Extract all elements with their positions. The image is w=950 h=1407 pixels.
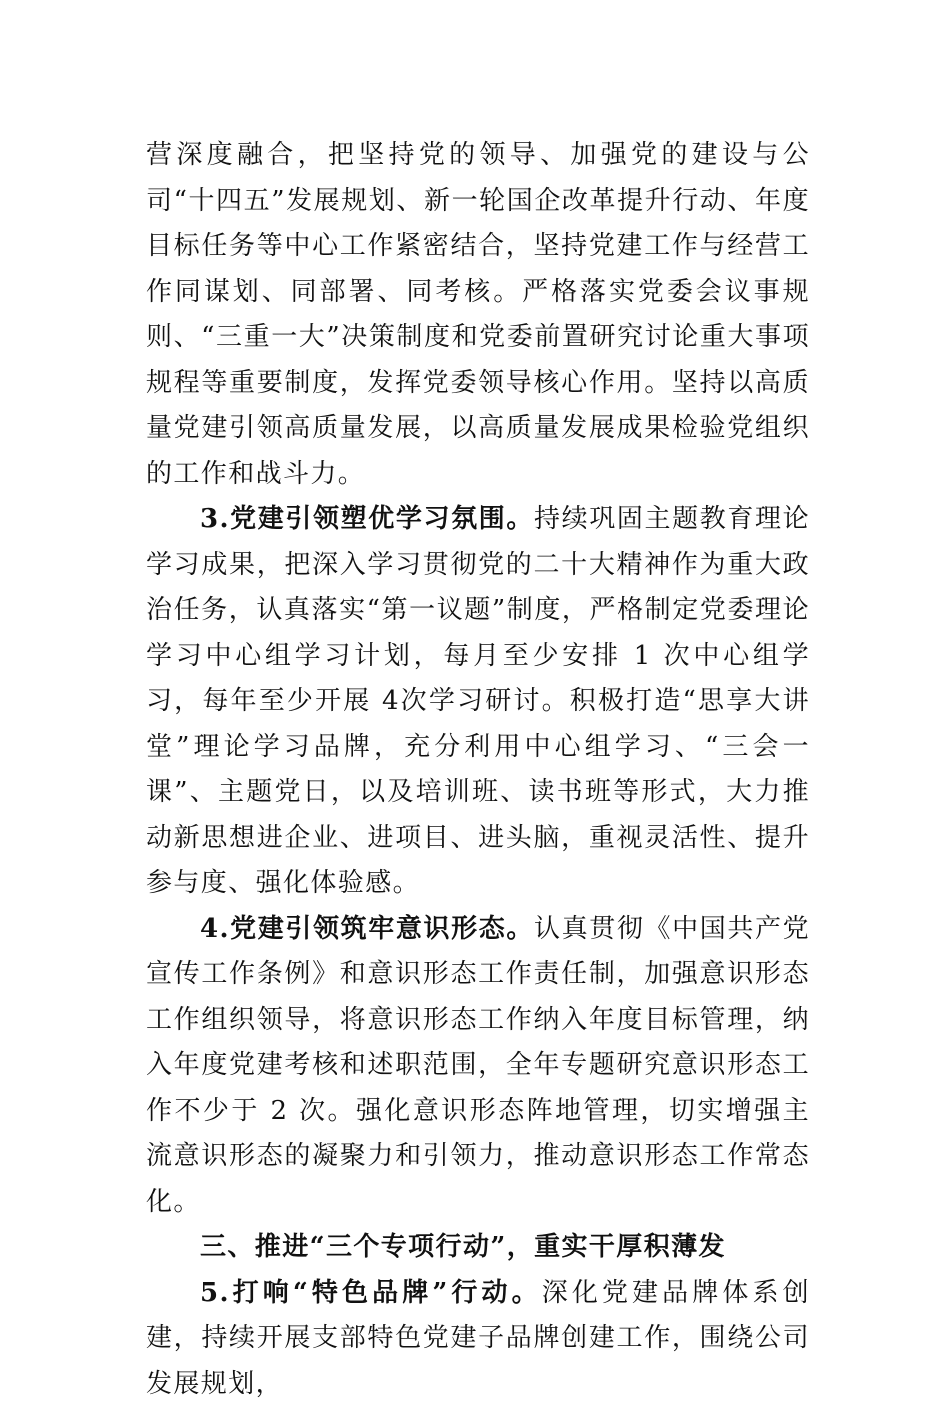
document-page [146,133,810,1407]
paragraph-lead: 5.打响“特色品牌”行动。 [200,1278,542,1308]
paragraph-party-integration [146,133,810,497]
paragraph-brand-action [146,1271,810,1407]
paragraph-text: 深化党建品牌体系创建，持续开展支部特色党建子品牌创建工作，围绕公司发展规划， [146,1278,810,1399]
paragraph-ideology [146,907,810,1226]
paragraph-lead: 3.党建引领塑优学习氛围。 [200,504,534,534]
paragraph-study-atmosphere [146,497,810,907]
section-heading: 三、推进“三个专项行动”，重实干厚积薄发 [146,1225,810,1271]
paragraph-text: 持续巩固主题教育理论学习成果，把深入学习贯彻党的二十大精神作为重大政治任务，认真落实“第一议题”制度，严格制定党委理论学习中心组学习计划，每月至少安排 1 次中心组学习，每年至少开展 4次学习研讨。积极打造“思享大讲堂”理论学习品牌，充分利用中心组学习、“三会一课”、主题党日，以及培训班、读书班等形式，大力推动新思想进企业、进项目、进头脑，重视灵活性、提升参与度、强化体验感。 [146,504,810,898]
paragraph-text: 认真贯彻《中国共产党宣传工作条例》和意识形态工作责任制，加强意识形态工作组织领导，将意识形态工作纳入年度目标管理，纳入年度党建考核和述职范围，全年专题研究意识形态工作不少于 2 次。强化意识形态阵地管理，切实增强主流意识形态的凝聚力和引领力，推动意识形态工作常态化。 [146,914,810,1217]
paragraph-lead: 4.党建引领筑牢意识形态。 [200,914,534,944]
paragraph-text: 营深度融合，把坚持党的领导、加强党的建设与公司“十四五”发展规划、新一轮国企改革提升行动、年度目标任务等中心工作紧密结合，坚持党建工作与经营工作同谋划、同部署、同考核。严格落实党委会议事规则、“三重一大”决策制度和党委前置研究讨论重大事项规程等重要制度，发挥党委领导核心作用。坚持以高质量党建引领高质量发展，以高质量发展成果检验党组织的工作和战斗力。 [146,140,810,489]
